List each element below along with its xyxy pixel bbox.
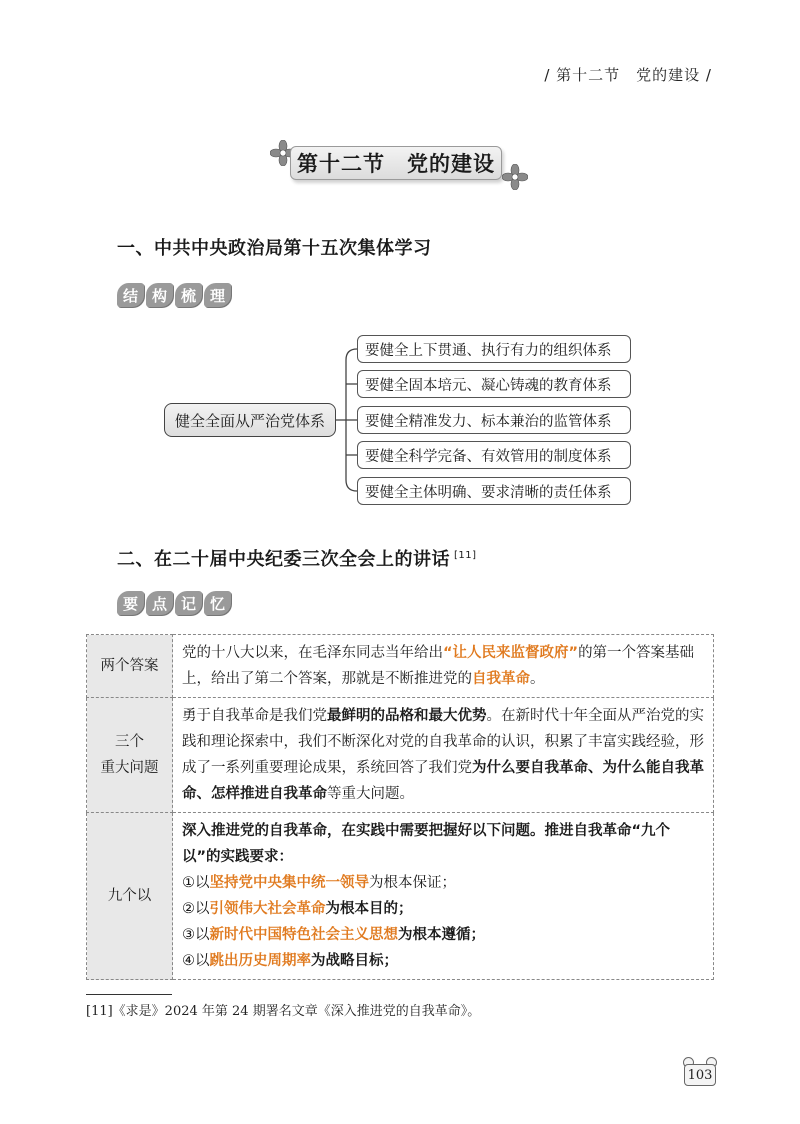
part2-heading-text: 二、在二十届中央纪委三次全会上的讲话 — [117, 549, 450, 570]
highlight-text: 新时代中国特色社会主义思想 — [209, 927, 398, 943]
item-number: ③以 — [182, 927, 210, 943]
row-key — [87, 698, 173, 813]
key-points-tag — [117, 591, 231, 615]
mindmap-root: 健全全面从严治党体系 — [164, 403, 336, 437]
part2-heading — [117, 545, 477, 571]
highlight-text: 坚持党中央集中统一领导 — [209, 875, 369, 891]
text: 。在新时代十年全面从严治党的实践和理论探索中，我们不断深化对党的自我革命的认识，积累了丰富实践经验，形成了一系列重要理论成果，系统回答了我们党 — [182, 708, 704, 776]
footnote: [11]《求是》2024 年第 24 期署名文章《深入推进党的自我革命》。 — [86, 1004, 481, 1019]
mindmap-leaf: 要健全科学完备、有效管用的制度体系 — [357, 441, 631, 469]
table-row — [87, 813, 714, 980]
item-number: ①以 — [182, 875, 210, 891]
text: 等重大问题。 — [327, 786, 414, 802]
tag-char: 要 — [117, 591, 144, 615]
section-title: 第十二节 党的建设 — [290, 146, 502, 180]
list-item — [182, 870, 705, 896]
table-row — [87, 698, 714, 813]
row-intro: 深入推进党的自我革命，在实践中需要把握好以下问题。推进自我革命“九个以”的实践要求： — [182, 823, 671, 865]
highlight-text: 自我革命 — [472, 671, 530, 687]
tag-char: 忆 — [204, 591, 231, 615]
mindmap-leaf: 要健全主体明确、要求清晰的责任体系 — [357, 477, 631, 505]
page-number: 103 — [684, 1064, 716, 1086]
tag-char: 结 — [117, 283, 144, 307]
row-key-line: 重大问题 — [100, 760, 159, 776]
text: 为战略目标； — [311, 953, 398, 969]
structure-tag — [117, 283, 231, 307]
row-content — [173, 813, 714, 980]
part1-heading: 一、中共中央政治局第十五次集体学习 — [117, 238, 432, 259]
tag-char: 梳 — [175, 283, 202, 307]
row-key: 九个以 — [87, 813, 173, 980]
flower-ornament-icon — [502, 164, 528, 190]
text: 党的十八大以来，在毛泽东同志当年给出 — [182, 645, 443, 661]
tag-char: 点 — [146, 591, 173, 615]
text: 的第一个答案基础上，给出了第二个答案，那就是不断推进党的 — [182, 645, 695, 687]
row-key: 两个答案 — [87, 635, 173, 698]
table-row — [87, 635, 714, 698]
text: 为根本保证； — [369, 875, 456, 891]
item-number: ②以 — [182, 901, 210, 917]
list-item — [182, 896, 705, 922]
bold-text: 最鲜明的品格和最大优势 — [327, 708, 487, 724]
row-content — [173, 698, 714, 813]
mindmap-leaf: 要健全精准发力、标本兼治的监管体系 — [357, 406, 631, 434]
row-key-line: 三个 — [115, 734, 144, 750]
item-number: ④以 — [182, 953, 210, 969]
text: 为根本目的； — [325, 901, 413, 917]
footnote-ref: [11] — [454, 550, 477, 561]
tag-char: 记 — [175, 591, 202, 615]
page-number-badge — [681, 1057, 719, 1087]
section-banner — [268, 140, 530, 188]
text: 。 — [530, 671, 545, 687]
mindmap-leaf: 要健全上下贯通、执行有力的组织体系 — [357, 335, 631, 363]
running-header: / 第十二节 党的建设 / — [544, 66, 712, 84]
highlight-text: 引领伟大社会革命 — [209, 901, 326, 917]
footnote-divider — [86, 994, 172, 995]
highlight-text: 跳出历史周期率 — [209, 953, 311, 969]
tag-char: 构 — [146, 283, 173, 307]
text: 为根本遵循； — [398, 927, 485, 943]
highlight-text: “让人民来监督政府” — [443, 645, 579, 661]
list-item — [182, 948, 705, 974]
list-item — [182, 922, 705, 948]
tag-char: 理 — [204, 283, 231, 307]
text: 勇于自我革命是我们党 — [182, 708, 327, 724]
row-content — [173, 635, 714, 698]
mindmap-leaf: 要健全固本培元、凝心铸魂的教育体系 — [357, 370, 631, 398]
key-points-table — [86, 634, 714, 980]
bold-text: 为什么要自我革命、为什么能自我革命、怎样推进自我革命 — [182, 760, 704, 802]
